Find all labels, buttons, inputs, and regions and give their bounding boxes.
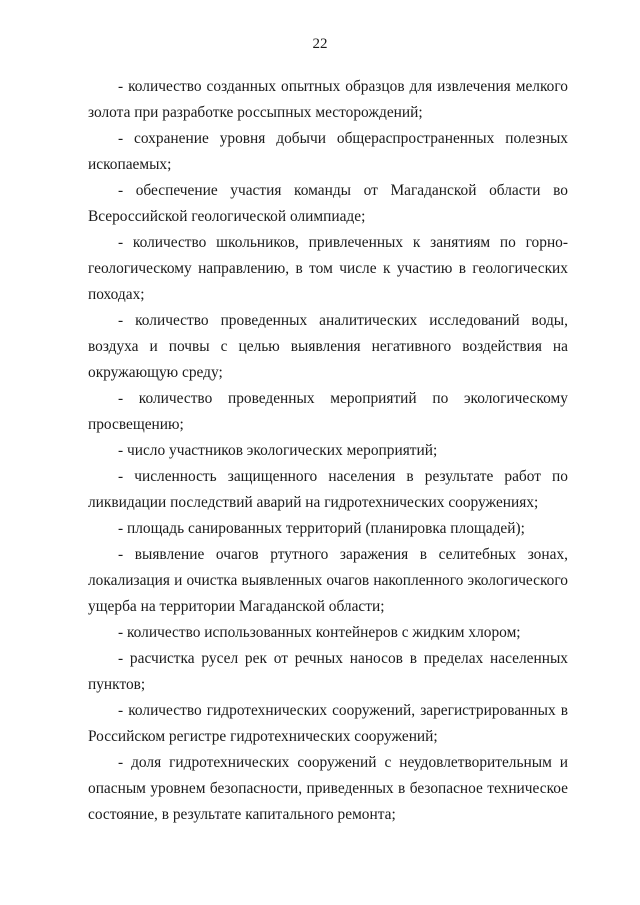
list-item: - количество проведенных аналитических исследований воды, воздуха и почвы с целью выявления негативного воздействия на окружающую среду; xyxy=(88,312,568,381)
list-item: - обеспечение участия команды от Магаданской области во Всероссийской геологической олимпиаде; xyxy=(88,182,568,225)
list-item: - выявление очагов ртутного заражения в селитебных зонах, локализация и очистка выявленных очагов накопленного экологического ущерба на территории Магаданской области; xyxy=(88,546,568,615)
list-item: - площадь санированных территорий (планировка площадей); xyxy=(118,520,525,537)
list-item: - доля гидротехнических сооружений с неудовлетворительным и опасным уровнем безопасности, приведенных в безопасное техническое состояние, в результате капитального ремонта; xyxy=(88,754,568,823)
list-item: - количество созданных опытных образцов для извлечения мелкого золота при разработке россыпных месторождений; xyxy=(88,78,568,121)
page-number: 22 xyxy=(312,36,328,52)
list-item: - количество школьников, привлеченных к занятиям по горно-геологическому направлению, в том числе к участию в геологических походах; xyxy=(88,234,568,303)
list-item: - сохранение уровня добычи общераспространенных полезных ископаемых; xyxy=(88,130,568,173)
list-item: - численность защищенного населения в результате работ по ликвидации последствий аварий на гидротехнических сооружениях; xyxy=(88,468,568,511)
document-body xyxy=(88,74,568,828)
list-item: - количество гидротехнических сооружений, зарегистрированных в Российском регистре гидротехнических сооружений; xyxy=(88,702,568,745)
list-item: - количество использованных контейнеров с жидким хлором; xyxy=(118,624,521,641)
list-item: - расчистка русел рек от речных наносов в пределах населенных пунктов; xyxy=(88,650,568,693)
list-item: - количество проведенных мероприятий по экологическому просвещению; xyxy=(88,390,568,433)
list-item: - число участников экологических мероприятий; xyxy=(118,442,438,459)
